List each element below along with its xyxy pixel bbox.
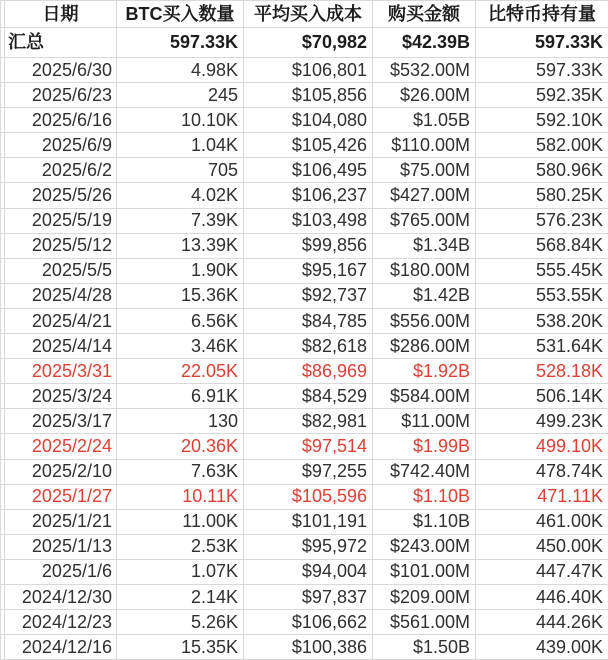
amount-cell[interactable]: $1.10B [373,509,476,534]
table-row [1,459,608,484]
date-cell[interactable]: 2025/6/23 [5,83,117,108]
cost-cell[interactable]: $82,981 [244,409,373,434]
date-cell[interactable]: 2025/1/6 [5,559,117,584]
holdings-cell[interactable]: 538.20K [476,308,608,333]
date-cell[interactable]: 2024/12/23 [5,610,117,635]
table-row [1,334,608,359]
table-row [1,208,608,233]
cost-cell[interactable]: $105,426 [244,133,373,158]
date-cell[interactable]: 2025/1/13 [5,534,117,559]
table-row [1,359,608,384]
holdings-cell[interactable]: 450.00K [476,534,608,559]
table-row [1,559,608,584]
qty-cell[interactable]: 10.11K [117,484,244,509]
qty-cell[interactable]: 4.98K [117,58,244,83]
qty-cell[interactable]: 6.91K [117,384,244,409]
cost-cell[interactable]: $101,191 [244,509,373,534]
summary-label[interactable]: 汇总 [5,28,117,58]
date-cell[interactable]: 2025/1/21 [5,509,117,534]
holdings-cell[interactable]: 580.96K [476,158,608,183]
date-cell[interactable]: 2025/3/24 [5,384,117,409]
qty-cell[interactable]: 2.14K [117,584,244,609]
cost-cell[interactable]: $104,080 [244,108,373,133]
date-cell[interactable]: 2025/2/24 [5,434,117,459]
holdings-cell[interactable]: 580.25K [476,183,608,208]
qty-cell[interactable]: 5.26K [117,610,244,635]
summary-holdings-cell[interactable]: 597.33K [476,28,608,58]
holdings-cell[interactable]: 499.23K [476,409,608,434]
holdings-cell[interactable]: 446.40K [476,584,608,609]
qty-cell[interactable]: 15.36K [117,283,244,308]
amount-cell[interactable]: $427.00M [373,183,476,208]
cost-cell[interactable]: $100,386 [244,635,373,660]
holdings-cell[interactable]: 499.10K [476,434,608,459]
amount-cell[interactable]: $742.40M [373,459,476,484]
cost-cell[interactable]: $105,596 [244,484,373,509]
cost-cell[interactable]: $95,972 [244,534,373,559]
date-cell[interactable]: 2025/1/27 [5,484,117,509]
date-cell[interactable]: 2024/12/16 [5,635,117,660]
cost-cell[interactable]: $95,167 [244,258,373,283]
table-row [1,58,608,83]
amount-cell[interactable]: $1.34B [373,233,476,258]
amount-cell[interactable]: $1.50B [373,635,476,660]
table-row [1,108,608,133]
qty-cell[interactable]: 15.35K [117,635,244,660]
table-row [1,158,608,183]
holdings-cell[interactable]: 555.45K [476,258,608,283]
holdings-cell[interactable]: 592.10K [476,108,608,133]
amount-cell[interactable]: $286.00M [373,334,476,359]
date-cell[interactable]: 2025/5/12 [5,233,117,258]
table-row [1,83,608,108]
qty-cell[interactable]: 7.63K [117,459,244,484]
amount-cell[interactable]: $556.00M [373,308,476,333]
holdings-cell[interactable]: 528.18K [476,359,608,384]
date-cell[interactable]: 2025/5/19 [5,208,117,233]
table-row [1,409,608,434]
cost-cell[interactable]: $84,785 [244,308,373,333]
holdings-cell[interactable]: 531.64K [476,334,608,359]
holdings-cell[interactable]: 597.33K [476,58,608,83]
date-cell[interactable]: 2025/3/17 [5,409,117,434]
table-row [1,610,608,635]
holdings-cell[interactable]: 461.00K [476,509,608,534]
cost-cell[interactable]: $97,837 [244,584,373,609]
amount-cell[interactable]: $1.99B [373,434,476,459]
table-row [1,534,608,559]
amount-cell[interactable]: $243.00M [373,534,476,559]
table-row [1,308,608,333]
date-cell[interactable]: 2025/5/26 [5,183,117,208]
column-header-qty[interactable]: BTC买入数量 [117,1,244,28]
qty-cell[interactable]: 705 [117,158,244,183]
holdings-cell[interactable]: 576.23K [476,208,608,233]
date-cell[interactable]: 2025/6/16 [5,108,117,133]
holdings-cell[interactable]: 582.00K [476,133,608,158]
holdings-cell[interactable]: 444.26K [476,610,608,635]
column-header-date[interactable]: 日期 [5,1,117,28]
summary-qty-cell[interactable]: 597.33K [117,28,244,58]
date-cell[interactable]: 2025/4/21 [5,308,117,333]
holdings-cell[interactable]: 478.74K [476,459,608,484]
qty-cell[interactable]: 11.00K [117,509,244,534]
amount-cell[interactable]: $561.00M [373,610,476,635]
cost-cell[interactable]: $103,498 [244,208,373,233]
cost-cell[interactable]: $106,495 [244,158,373,183]
table-row [1,258,608,283]
cost-cell[interactable]: $92,737 [244,283,373,308]
qty-cell[interactable]: 6.56K [117,308,244,333]
holdings-cell[interactable]: 568.84K [476,233,608,258]
date-cell[interactable]: 2025/4/28 [5,283,117,308]
date-cell[interactable]: 2025/2/10 [5,459,117,484]
table-row [1,233,608,258]
column-header-amount[interactable]: 购买金额 [373,1,476,28]
date-cell[interactable]: 2025/6/2 [5,158,117,183]
amount-cell[interactable]: $101.00M [373,559,476,584]
table-row [1,183,608,208]
qty-cell[interactable]: 1.90K [117,258,244,283]
table-row [1,509,608,534]
amount-cell[interactable]: $765.00M [373,208,476,233]
table-row [1,484,608,509]
qty-cell[interactable]: 245 [117,83,244,108]
header-row [1,1,608,28]
amount-cell[interactable]: $1.05B [373,108,476,133]
qty-cell[interactable]: 7.39K [117,208,244,233]
cost-cell[interactable]: $105,856 [244,83,373,108]
cost-cell[interactable]: $84,529 [244,384,373,409]
amount-cell[interactable]: $1.10B [373,484,476,509]
amount-cell[interactable]: $180.00M [373,258,476,283]
summary-cost-cell[interactable]: $70,982 [244,28,373,58]
cost-cell[interactable]: $97,514 [244,434,373,459]
holdings-cell[interactable]: 439.00K [476,635,608,660]
qty-cell[interactable]: 22.05K [117,359,244,384]
amount-cell[interactable]: $209.00M [373,584,476,609]
qty-cell[interactable]: 20.36K [117,434,244,459]
cost-cell[interactable]: $106,801 [244,58,373,83]
date-cell[interactable]: 2025/4/14 [5,334,117,359]
qty-cell[interactable]: 3.46K [117,334,244,359]
amount-cell[interactable]: $1.42B [373,283,476,308]
date-cell[interactable]: 2024/12/30 [5,584,117,609]
holdings-cell[interactable]: 592.35K [476,83,608,108]
cost-cell[interactable]: $106,237 [244,183,373,208]
table-row [1,635,608,660]
qty-cell[interactable]: 2.53K [117,534,244,559]
qty-cell[interactable]: 4.02K [117,183,244,208]
amount-cell[interactable]: $532.00M [373,58,476,83]
column-header-holdings[interactable]: 比特币持有量 [476,1,608,28]
cost-cell[interactable]: $94,004 [244,559,373,584]
amount-cell[interactable]: $11.00M [373,409,476,434]
qty-cell[interactable]: 1.07K [117,559,244,584]
column-header-cost[interactable]: 平均买入成本 [244,1,373,28]
date-cell[interactable]: 2025/6/9 [5,133,117,158]
holdings-cell[interactable]: 506.14K [476,384,608,409]
table-row [1,434,608,459]
date-cell[interactable]: 2025/5/5 [5,258,117,283]
qty-cell[interactable]: 13.39K [117,233,244,258]
cost-cell[interactable]: $86,969 [244,359,373,384]
table-row [1,283,608,308]
cost-cell[interactable]: $97,255 [244,459,373,484]
qty-cell[interactable]: 10.10K [117,108,244,133]
date-cell[interactable]: 2025/6/30 [5,58,117,83]
qty-cell[interactable]: 1.04K [117,133,244,158]
summary-amount-cell[interactable]: $42.39B [373,28,476,58]
holdings-cell[interactable]: 447.47K [476,559,608,584]
amount-cell[interactable]: $26.00M [373,83,476,108]
table-body [1,28,608,660]
summary-row [1,28,608,58]
amount-cell[interactable]: $110.00M [373,133,476,158]
qty-cell[interactable]: 130 [117,409,244,434]
amount-cell[interactable]: $1.92B [373,359,476,384]
cost-cell[interactable]: $106,662 [244,610,373,635]
date-cell[interactable]: 2025/3/31 [5,359,117,384]
cost-cell[interactable]: $82,618 [244,334,373,359]
amount-cell[interactable]: $75.00M [373,158,476,183]
table-row [1,384,608,409]
holdings-cell[interactable]: 553.55K [476,283,608,308]
holdings-cell[interactable]: 471.11K [476,484,608,509]
cost-cell[interactable]: $99,856 [244,233,373,258]
table-row [1,584,608,609]
amount-cell[interactable]: $584.00M [373,384,476,409]
table-row [1,133,608,158]
